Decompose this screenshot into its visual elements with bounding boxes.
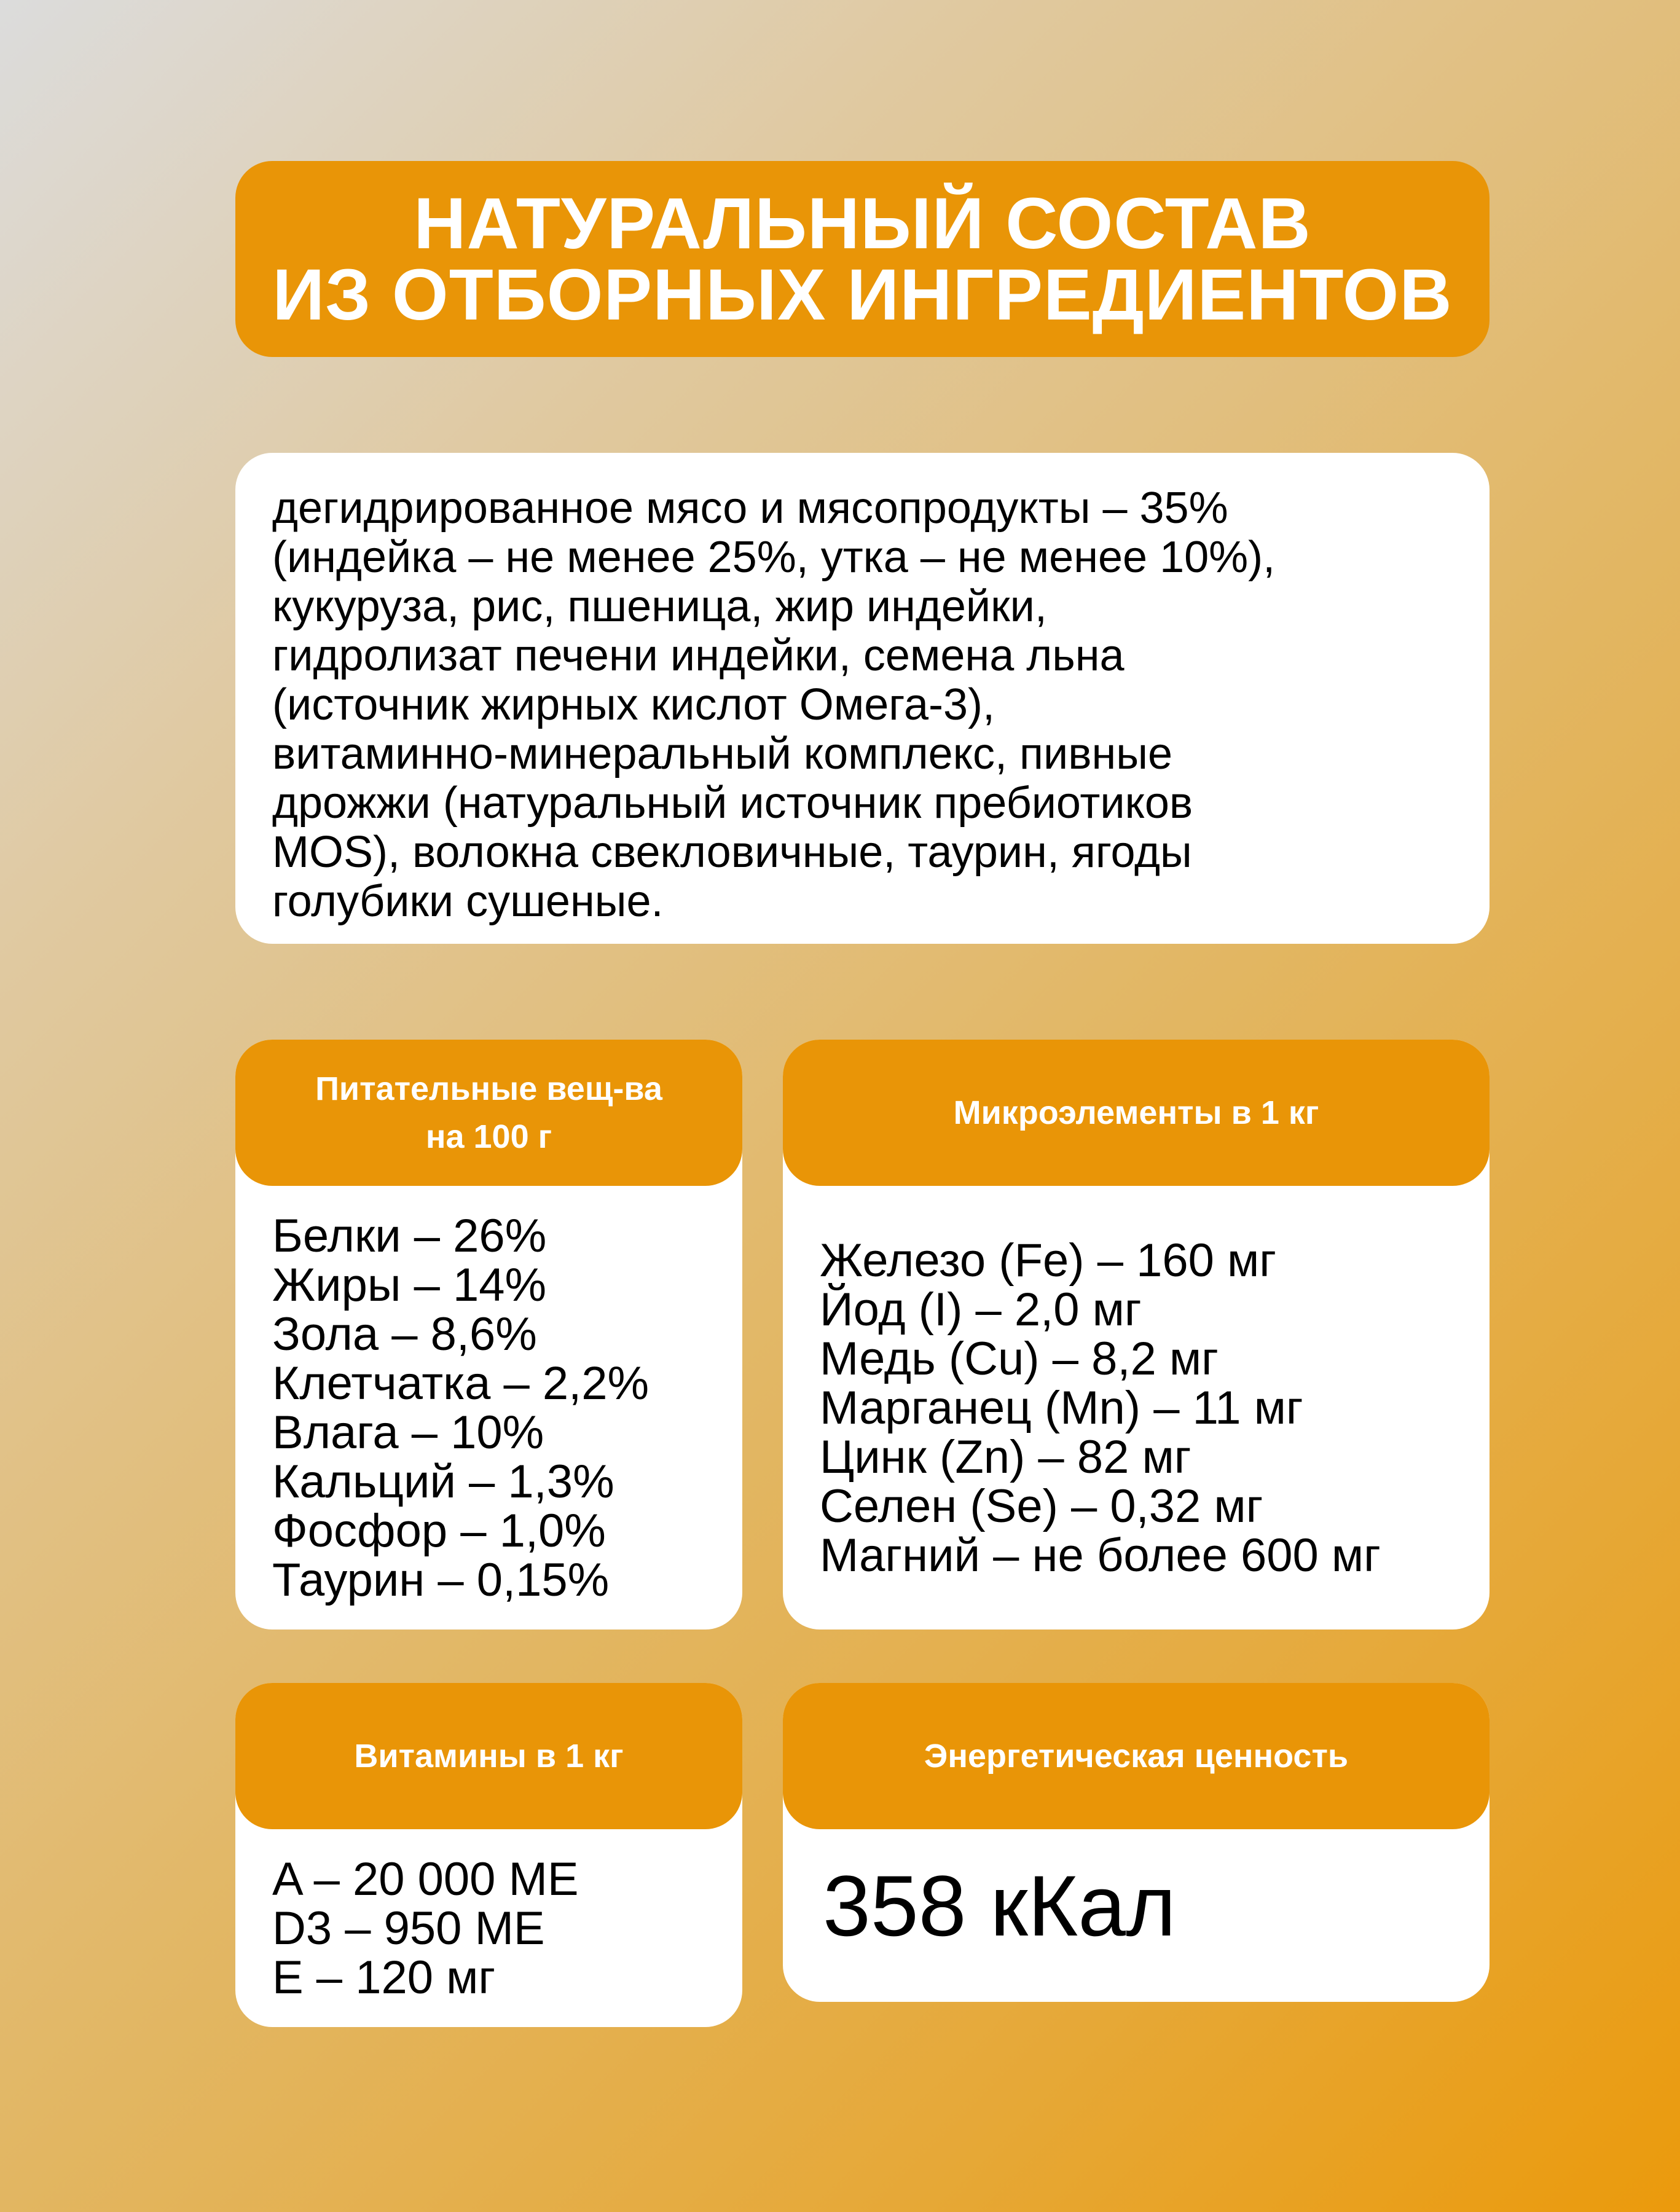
list-item: A – 20 000 МЕ — [272, 1853, 579, 1905]
ingredient-line: витаминно-минеральный комплекс, пивные — [272, 729, 1173, 779]
nutrients-header-line-1: Питательные вещ-ва — [315, 1070, 662, 1107]
list-item: Клетчатка – 2,2% — [272, 1357, 650, 1410]
nutrients-header-line-2: на 100 г — [425, 1118, 552, 1155]
ingredient-line: (индейка – не менее 25%, утка – не менее 10%), — [272, 533, 1276, 582]
list-item: Зола – 8,6% — [272, 1308, 537, 1360]
list-item: Медь (Cu) – 8,2 мг — [820, 1333, 1219, 1385]
list-item: D3 – 950 МЕ — [272, 1902, 545, 1955]
list-item: Кальций – 1,3% — [272, 1456, 614, 1508]
list-item: Жиры – 14% — [272, 1259, 547, 1311]
microelements-list — [783, 1186, 1490, 1580]
ingredient-line: дегидрированное мясо и мясопродукты – 35% — [272, 484, 1228, 533]
list-item: Белки – 26% — [272, 1210, 547, 1262]
ingredient-line: гидролизат печени индейки, семена льна — [272, 631, 1125, 680]
list-item: Цинк (Zn) – 82 мг — [820, 1431, 1191, 1483]
energy-card — [783, 1683, 1490, 2002]
list-item: Магний – не более 600 мг — [820, 1529, 1381, 1582]
title-line-2: ИЗ ОТБОРНЫХ ИНГРЕДИЕНТОВ — [272, 254, 1453, 335]
ingredient-line: голубики сушеные. — [272, 877, 664, 926]
ingredient-line: (источник жирных кислот Омега-3), — [272, 680, 995, 729]
microelements-header: Микроэлементы в 1 кг — [783, 1040, 1490, 1186]
nutrients-header — [235, 1040, 742, 1186]
vitamins-list — [235, 1829, 742, 2002]
ingredient-line: MOS), волокна свекловичные, таурин, ягоды — [272, 828, 1192, 877]
energy-value: 358 кКал — [823, 1857, 1176, 1954]
list-item: E – 120 мг — [272, 1951, 496, 2004]
list-item: Йод (I) – 2,0 мг — [820, 1284, 1142, 1336]
vitamins-card — [235, 1683, 742, 2027]
ingredient-line: кукуруза, рис, пшеница, жир индейки, — [272, 582, 1047, 631]
list-item: Влага – 10% — [272, 1406, 544, 1459]
list-item: Железо (Fe) – 160 мг — [820, 1234, 1277, 1287]
energy-header: Энергетическая ценность — [783, 1683, 1490, 1829]
vitamins-header: Витамины в 1 кг — [235, 1683, 742, 1829]
title-line-1: НАТУРАЛЬНЫЙ СОСТАВ — [414, 182, 1311, 264]
list-item: Таурин – 0,15% — [272, 1554, 610, 1606]
ingredient-line: дрожжи (натуральный источник пребиотиков — [272, 779, 1193, 828]
list-item: Селен (Se) – 0,32 мг — [820, 1480, 1263, 1532]
list-item: Марганец (Mn) – 11 мг — [820, 1382, 1303, 1434]
title-banner — [235, 161, 1490, 357]
nutrients-list — [235, 1186, 742, 1605]
list-item: Фосфор – 1,0% — [272, 1505, 606, 1557]
microelements-card — [783, 1040, 1490, 1630]
nutrients-card — [235, 1040, 742, 1630]
ingredients-card — [235, 453, 1490, 944]
